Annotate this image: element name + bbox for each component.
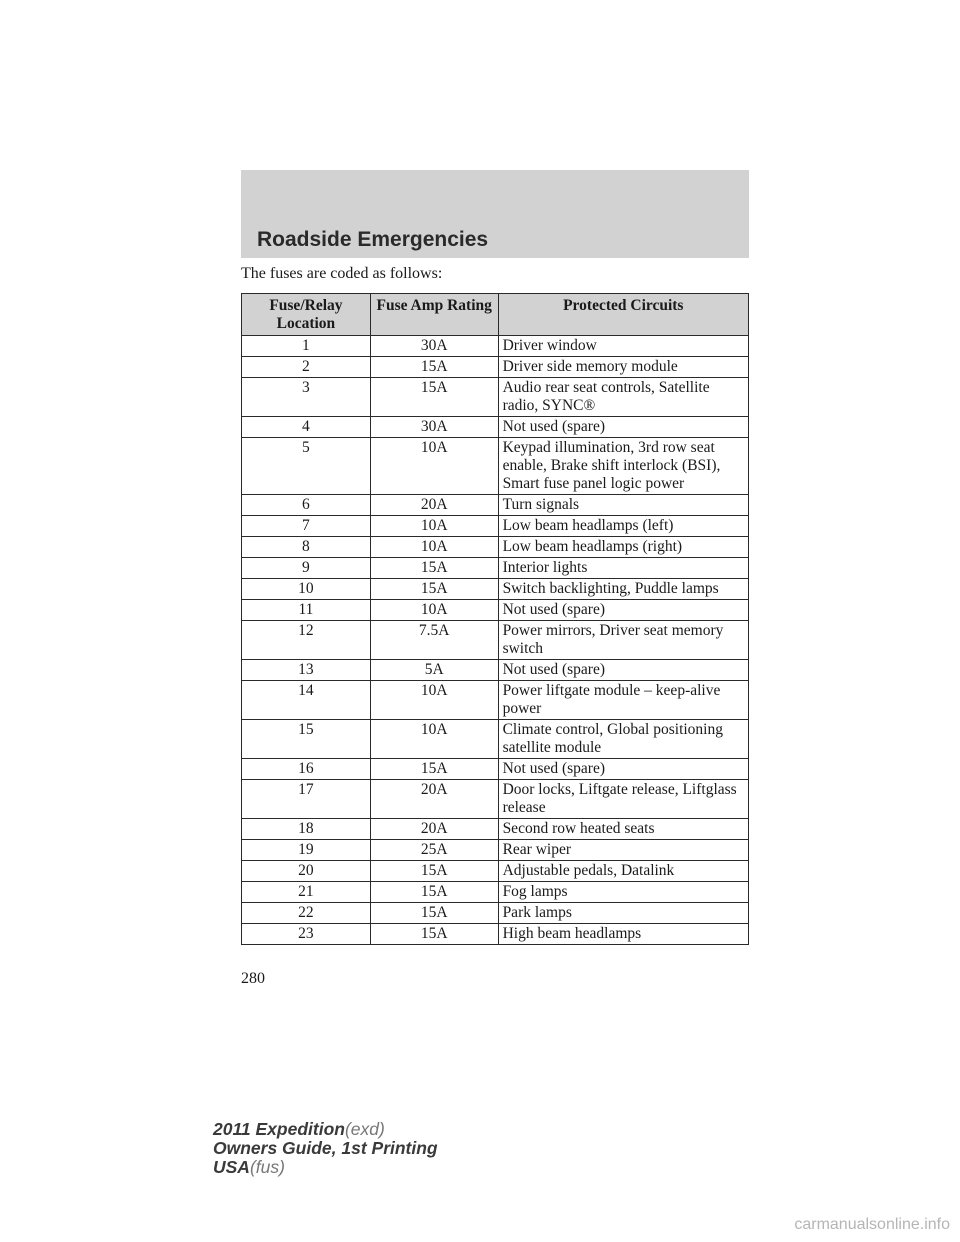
cell-protected-circuits: Second row heated seats: [498, 819, 748, 840]
footer-model: 2011 Expedition: [213, 1119, 345, 1139]
cell-protected-circuits: Audio rear seat controls, Satellite radio, SYNC®: [498, 378, 748, 417]
table-row: [242, 924, 749, 945]
cell-location: 2: [242, 357, 371, 378]
table-row: [242, 660, 749, 681]
table-row: [242, 819, 749, 840]
table-row: [242, 720, 749, 759]
cell-location: 4: [242, 417, 371, 438]
cell-amp-rating: 7.5A: [370, 621, 498, 660]
cell-protected-circuits: Door locks, Liftgate release, Liftglass release: [498, 780, 748, 819]
cell-location: 9: [242, 558, 371, 579]
cell-location: 15: [242, 720, 371, 759]
cell-amp-rating: 30A: [370, 417, 498, 438]
footer-market-code: (fus): [249, 1157, 285, 1177]
cell-protected-circuits: Not used (spare): [498, 417, 748, 438]
cell-protected-circuits: Turn signals: [498, 495, 748, 516]
cell-protected-circuits: Not used (spare): [498, 759, 748, 780]
cell-location: 16: [242, 759, 371, 780]
intro-text: The fuses are coded as follows:: [241, 265, 443, 282]
cell-location: 21: [242, 882, 371, 903]
cell-amp-rating: 25A: [370, 840, 498, 861]
cell-location: 13: [242, 660, 371, 681]
cell-amp-rating: 15A: [370, 924, 498, 945]
table-header-row: [242, 294, 749, 336]
cell-protected-circuits: Park lamps: [498, 903, 748, 924]
table-row: [242, 336, 749, 357]
table-row: [242, 417, 749, 438]
cell-amp-rating: 10A: [370, 438, 498, 495]
cell-location: 12: [242, 621, 371, 660]
cell-protected-circuits: Power mirrors, Driver seat memory switch: [498, 621, 748, 660]
print-footer: [213, 1120, 438, 1177]
table-row: [242, 882, 749, 903]
cell-protected-circuits: Driver window: [498, 336, 748, 357]
column-header-amp-rating: Fuse Amp Rating: [370, 294, 498, 336]
cell-location: 8: [242, 537, 371, 558]
cell-amp-rating: 30A: [370, 336, 498, 357]
table-row: [242, 780, 749, 819]
cell-protected-circuits: Interior lights: [498, 558, 748, 579]
cell-amp-rating: 15A: [370, 861, 498, 882]
cell-amp-rating: 20A: [370, 780, 498, 819]
cell-protected-circuits: Not used (spare): [498, 660, 748, 681]
cell-location: 1: [242, 336, 371, 357]
cell-amp-rating: 10A: [370, 720, 498, 759]
footer-market: USA: [213, 1157, 250, 1177]
column-header-location: Fuse/Relay Location: [242, 294, 371, 336]
cell-amp-rating: 15A: [370, 759, 498, 780]
table-row: [242, 438, 749, 495]
table-row: [242, 495, 749, 516]
cell-protected-circuits: Fog lamps: [498, 882, 748, 903]
cell-protected-circuits: Adjustable pedals, Datalink: [498, 861, 748, 882]
cell-amp-rating: 20A: [370, 819, 498, 840]
cell-protected-circuits: High beam headlamps: [498, 924, 748, 945]
cell-amp-rating: 20A: [370, 495, 498, 516]
cell-protected-circuits: Rear wiper: [498, 840, 748, 861]
cell-amp-rating: 15A: [370, 558, 498, 579]
cell-protected-circuits: Driver side memory module: [498, 357, 748, 378]
fuse-table: [241, 293, 749, 945]
footer-model-code: (exd): [344, 1119, 385, 1139]
cell-location: 11: [242, 600, 371, 621]
cell-amp-rating: 15A: [370, 357, 498, 378]
table-row: [242, 861, 749, 882]
cell-protected-circuits: Low beam headlamps (right): [498, 537, 748, 558]
table-row: [242, 378, 749, 417]
cell-location: 20: [242, 861, 371, 882]
cell-location: 7: [242, 516, 371, 537]
table-row: [242, 516, 749, 537]
cell-amp-rating: 15A: [370, 378, 498, 417]
table-row: [242, 579, 749, 600]
cell-amp-rating: 5A: [370, 660, 498, 681]
cell-amp-rating: 15A: [370, 579, 498, 600]
table-row: [242, 840, 749, 861]
cell-location: 17: [242, 780, 371, 819]
footer-guide: Owners Guide, 1st Printing: [213, 1138, 438, 1158]
column-header-protected-circuits: Protected Circuits: [498, 294, 748, 336]
table-row: [242, 621, 749, 660]
table-row: [242, 903, 749, 924]
cell-amp-rating: 10A: [370, 516, 498, 537]
table-row: [242, 558, 749, 579]
page-number: 280: [241, 970, 265, 987]
table-row: [242, 357, 749, 378]
cell-location: 18: [242, 819, 371, 840]
cell-location: 23: [242, 924, 371, 945]
cell-amp-rating: 10A: [370, 537, 498, 558]
cell-protected-circuits: Switch backlighting, Puddle lamps: [498, 579, 748, 600]
cell-protected-circuits: Low beam headlamps (left): [498, 516, 748, 537]
cell-location: 6: [242, 495, 371, 516]
cell-location: 14: [242, 681, 371, 720]
watermark: carmanualsonline.info: [794, 1216, 950, 1233]
cell-protected-circuits: Not used (spare): [498, 600, 748, 621]
cell-location: 3: [242, 378, 371, 417]
cell-amp-rating: 10A: [370, 681, 498, 720]
table-row: [242, 537, 749, 558]
cell-location: 5: [242, 438, 371, 495]
cell-protected-circuits: Power liftgate module – keep-alive power: [498, 681, 748, 720]
table-row: [242, 681, 749, 720]
cell-location: 10: [242, 579, 371, 600]
cell-amp-rating: 10A: [370, 600, 498, 621]
cell-location: 22: [242, 903, 371, 924]
cell-amp-rating: 15A: [370, 903, 498, 924]
cell-amp-rating: 15A: [370, 882, 498, 903]
table-row: [242, 759, 749, 780]
cell-protected-circuits: Keypad illumination, 3rd row seat enable, Brake shift interlock (BSI), Smart fuse panel logic power: [498, 438, 748, 495]
section-title: Roadside Emergencies: [257, 228, 489, 251]
section-header-bar: [241, 170, 749, 258]
cell-protected-circuits: Climate control, Global positioning satellite module: [498, 720, 748, 759]
cell-location: 19: [242, 840, 371, 861]
table-row: [242, 600, 749, 621]
